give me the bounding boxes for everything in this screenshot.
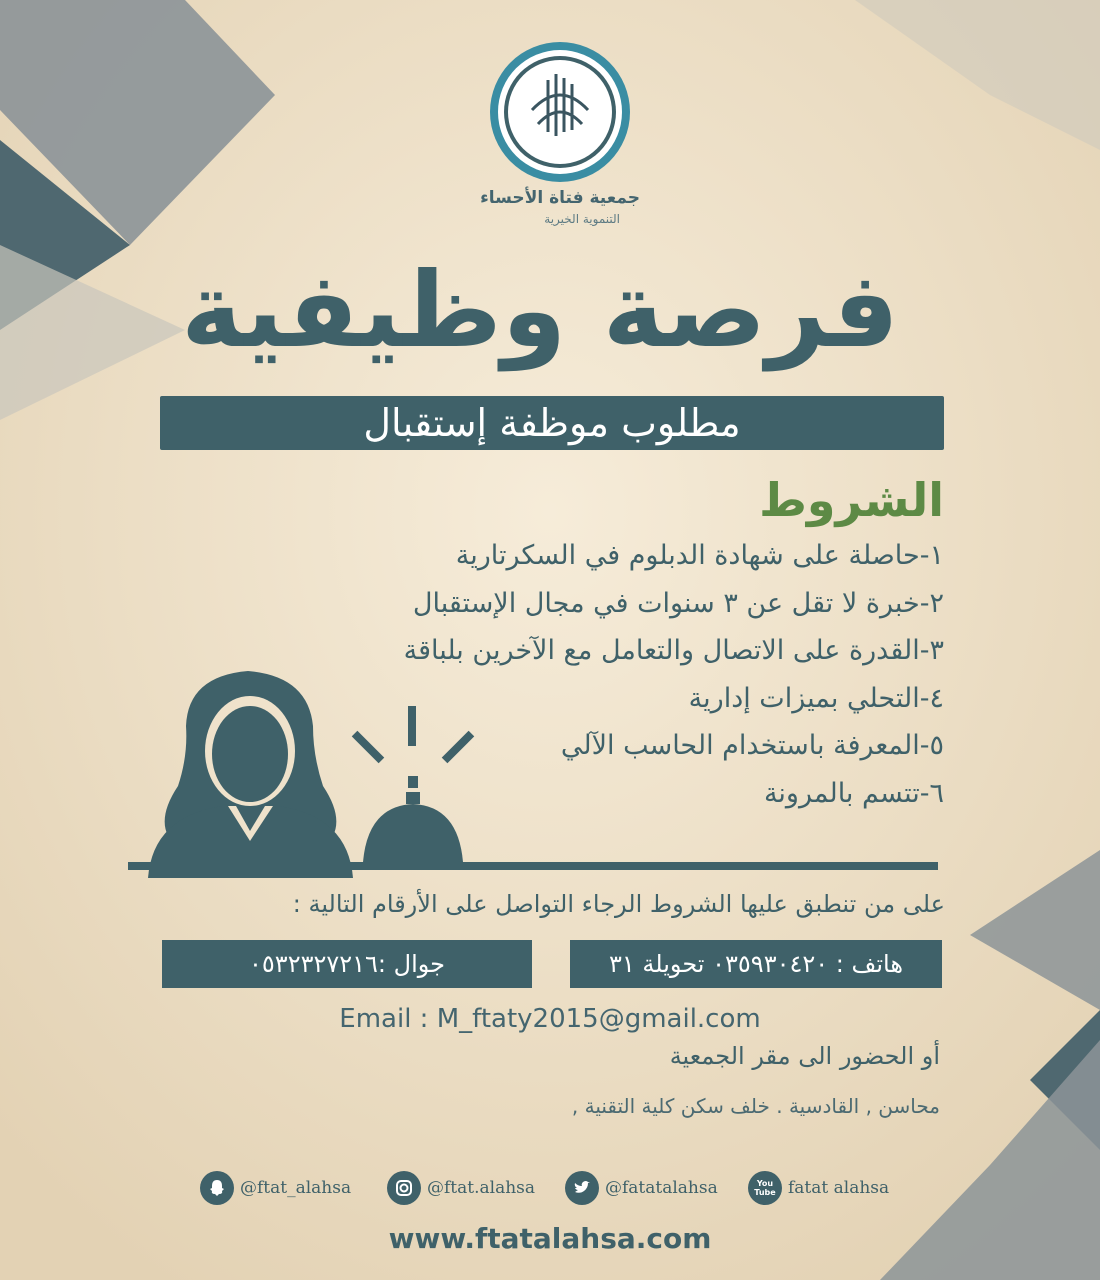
condition-item: ٢-خبرة لا تقل عن ٣ سنوات في مجال الإستقبال [412, 587, 944, 619]
conditions-title: الشروط [759, 473, 944, 527]
youtube-link[interactable] [748, 1170, 889, 1206]
desk-bell [363, 804, 463, 862]
twitter-icon [565, 1171, 599, 1205]
organization-subtitle: التنموية الخيرية [544, 212, 620, 226]
youtube-icon: You Tube [748, 1171, 782, 1205]
headline: فرصة وظيفية [181, 249, 899, 371]
snapchat-link[interactable] [200, 1170, 351, 1206]
email-address[interactable]: Email : M_ftaty2015@gmail.com [339, 1004, 761, 1034]
condition-item: ٥-المعرفة باستخدام الحاسب الآلي [560, 730, 944, 761]
phone-number-box: هاتف : ٠٣٥٩٣٠٤٢٠ تحويلة ٣١ [570, 940, 942, 988]
condition-item: ٦-تتسم بالمرونة [763, 777, 944, 809]
contact-instructions: على من تنطبق عليها الشروط الرجاء التواصل على الأرقام التالية : [292, 890, 945, 918]
condition-item: ٣-القدرة على الاتصال والتعامل مع الآخرين بلباقة [403, 635, 944, 666]
mobile-number-box: جوال :٠٥٣٢٣٢٧٢١٦ [162, 940, 532, 988]
organization-logo [488, 40, 632, 184]
address-text: محاسن , القادسية . خلف سكن كلية التقنية , [571, 1094, 940, 1118]
visit-note: أو الحضور الى مقر الجمعية [669, 1042, 940, 1070]
instagram-link[interactable] [387, 1170, 535, 1206]
position-banner [160, 396, 944, 450]
snapchat-icon [200, 1171, 234, 1205]
website-link[interactable]: www.ftatalahsa.com [388, 1222, 712, 1255]
youtube-handle: fatat alahsa [788, 1178, 890, 1198]
receptionist-illustration [128, 666, 938, 878]
condition-item: ١-حاصلة على شهادة الدبلوم في السكرتارية [455, 540, 944, 571]
organization-name: جمعية فتاة الأحساء [480, 188, 640, 208]
twitter-handle: @fatatalahsa [605, 1178, 718, 1198]
instagram-handle: @ftat.alahsa [427, 1178, 536, 1198]
position-banner-text: مطلوب موظفة إستقبال [363, 401, 741, 445]
twitter-link[interactable] [565, 1170, 718, 1206]
snapchat-handle: @ftat_alahsa [240, 1178, 352, 1198]
instagram-icon [387, 1171, 421, 1205]
condition-item: ٤-التحلي بميزات إدارية [688, 682, 944, 714]
